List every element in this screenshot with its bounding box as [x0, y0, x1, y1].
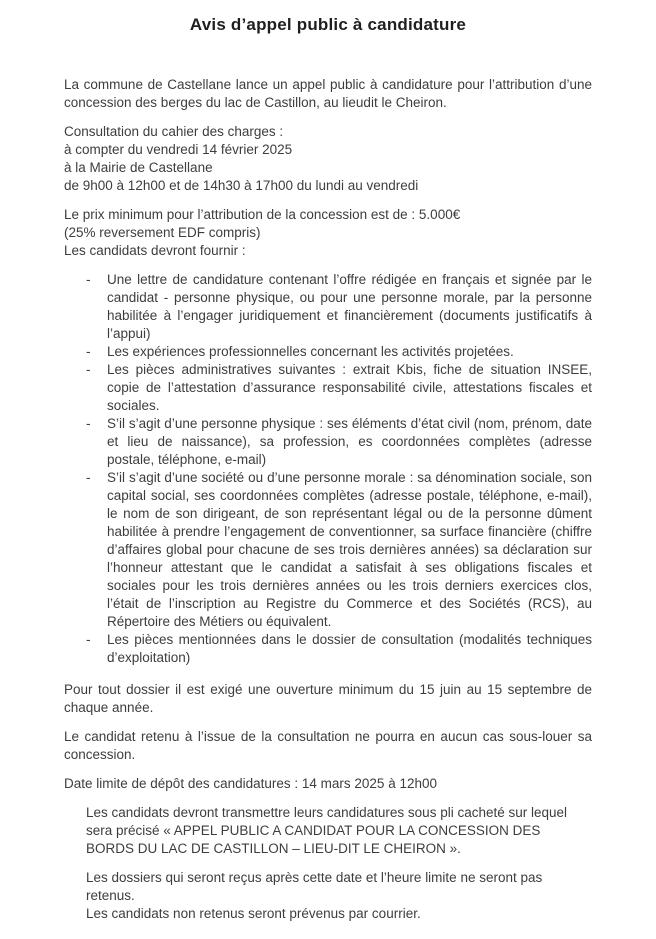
consultation-line: de 9h00 à 12h00 et de 14h30 à 17h00 du lundi au vendredi [64, 178, 419, 193]
document-title: Avis d’appel public à candidature [189, 15, 467, 34]
dash-bullet-marker: - [86, 470, 91, 485]
requirement-item [86, 343, 592, 361]
deadline-line: Date limite de dépôt des candidatures : 14 mars 2025 à 12h00 [64, 776, 437, 791]
late-submissions-paragraph: Les dossiers qui seront reçus après cette date et l’heure limite ne seront pas retenus. [86, 870, 543, 903]
dash-bullet-marker: - [86, 362, 91, 377]
price-line: Le prix minimum pour l’attribution de la concession est de : 5.000€ [64, 207, 461, 222]
rejection-notice-paragraph: Les candidats non retenus seront prévenus par courrier. [86, 906, 421, 921]
requirement-item [86, 469, 592, 631]
submission-paragraph: Les candidats devront transmettre leurs candidatures sous pli cacheté sur lequel sera précisé « APPEL PUBLIC A CANDIDAT POUR LA CONCESSION DES BORDS DU LAC DE CASTILLON – LIEU-DIT LE CHEIRON ». [86, 805, 568, 856]
dash-bullet-marker: - [86, 416, 91, 431]
requirement-item [86, 271, 592, 343]
consultation-line: Consultation du cahier des charges : [64, 124, 284, 139]
consultation-block [64, 123, 592, 195]
price-block [64, 206, 592, 260]
dash-bullet-marker: - [86, 344, 91, 359]
requirement-text: S’il s’agit d’une société ou d’une personne morale : sa dénomination sociale, son capital social, ses coordonnées complètes (adresse postale, téléphone, e-mail), le nom de son dirigeant, de son représentant légal ou de la personne dûment habilitée à prendre l’engagement de conventionner, sa surface financière (chiffre d’affaires global pour chacune de ses trois dernières années) sa déclaration sur l’honneur attestant que le candidat a satisfait à ses obligations fiscales et sociales pour les trois dernières années ou les trois derniers exercices clos, l’était de l’inscription au Registre du Commerce et des Sociétés (RCS), au Répertoire des Métiers ou équivalent. [107, 470, 592, 629]
late-submission-block [86, 869, 592, 923]
requirement-text: Une lettre de candidature contenant l’offre rédigée en français et signée par le candidat - personne physique, ou pour une personne morale, par la personne habilitée à l’engager juridiquement et financièrement (documents justificatifs à l’appui) [107, 272, 592, 341]
consultation-line: à la Mairie de Castellane [64, 160, 213, 175]
dash-bullet-marker: - [86, 272, 91, 287]
price-line: (25% reversement EDF compris) [64, 225, 261, 240]
opening-requirement-paragraph: Pour tout dossier il est exigé une ouverture minimum du 15 juin au 15 septembre de chaque année. [64, 682, 592, 715]
requirement-text: Les expériences professionnelles concernant les activités projetées. [107, 344, 514, 359]
submission-block [86, 804, 570, 858]
consultation-line: à compter du vendredi 14 février 2025 [64, 142, 293, 157]
requirement-text: Les pièces administratives suivantes : extrait Kbis, fiche de situation INSEE, copie de l’attestation d’assurance responsabilité civile, attestations fiscales et sociales. [107, 362, 592, 413]
requirement-item [86, 631, 592, 667]
requirement-item [86, 415, 592, 469]
requirement-text: S’il s’agit d’une personne physique : ses éléments d’état civil (nom, prénom, date et lieu de naissance), sa profession, es coordonnées complètes (adresse postale, téléphone, e-mail) [107, 416, 592, 467]
requirements-list [64, 271, 592, 667]
requirement-text: Les pièces mentionnées dans le dossier de consultation (modalités techniques d’exploitation) [107, 632, 592, 665]
price-line: Les candidats devront fournir : [64, 243, 246, 258]
dash-bullet-marker: - [86, 632, 91, 647]
requirement-item [86, 361, 592, 415]
no-sublease-paragraph: Le candidat retenu à l’issue de la consultation ne pourra en aucun cas sous-louer sa concession. [64, 729, 592, 762]
intro-paragraph: La commune de Castellane lance un appel public à candidature pour l’attribution d’une concession des berges du lac de Castillon, au lieudit le Cheiron. [64, 77, 592, 110]
